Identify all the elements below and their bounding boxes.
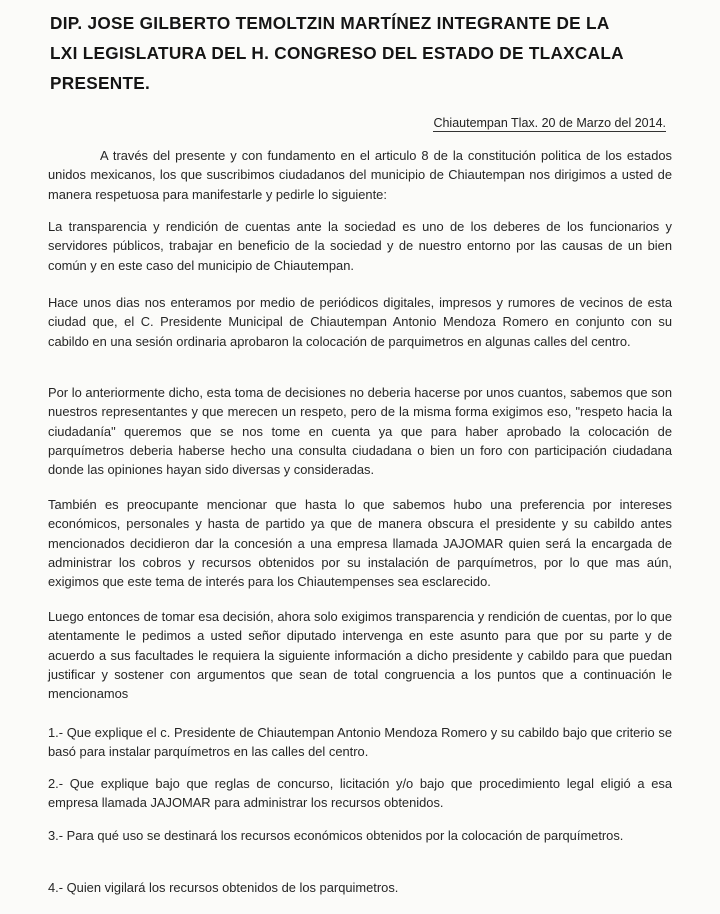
list-item-4: 4.- Quien vigilará los recursos obtenidos de los parquimetros.: [48, 880, 399, 895]
list-item-3: 3.- Para qué uso se destinará los recursos económicos obtenidos por la colocación de parquímetros.: [48, 828, 624, 843]
dateline: [433, 116, 666, 130]
header-presente-line: PRESENTE.: [50, 73, 151, 93]
header-recipient-line: DIP. JOSE GILBERTO TEMOLTZIN MARTÍNEZ INTEGRANTE DE LA: [50, 13, 610, 33]
list-item-1: 1.- Que explique el c. Presidente de Chiautempan Antonio Mendoza Romero y su cabildo bajo que criterio se basó para instalar parquímetros en las calles del centro.: [48, 725, 672, 760]
list-item-2: 2.- Que explique bajo que reglas de concurso, licitación y/o bajo que procedimiento legal eligió a esa empresa llamada JAJOMAR para administrar los recursos obtenidos.: [48, 776, 672, 811]
place-and-date: Chiautempan Tlax. 20 de Marzo del 2014.: [433, 116, 666, 130]
header-legislature-line: LXI LEGISLATURA DEL H. CONGRESO DEL ESTADO DE TLAXCALA: [50, 43, 624, 63]
paragraph-request: Luego entonces de tomar esa decisión, ahora solo exigimos transparencia y rendición de cuentas, por lo que atentamente le pedimos a usted señor diputado intervenga en este asunto para que por su parte y de acuerdo a sus facultades le requiera la siguiente información a dicho presidente y cabildo para que puedan justificar y sostener con argumentos que sean de total congruencia a los puntos que a continuación le mencionamos: [48, 609, 672, 702]
paragraph-transparency: La transparencia y rendición de cuentas ante la sociedad es uno de los deberes de los funcionarios y servidores públicos, trabajar en beneficio de la sociedad y de nuestro entorno por las causas de un bien común y en este caso del municipio de Chiautempan.: [48, 219, 672, 273]
paragraph-news: Hace unos dias nos enteramos por medio de periódicos digitales, impresos y rumores de vecinos de esta ciudad que, el C. Presidente Municipal de Chiautempan Antonio Mendoza Romero en conjunto con su cabildo en una sesión ordinaria aprobaron la colocación de parquimetros en algunas calles del centro.: [48, 295, 672, 349]
paragraph-concern: También es preocupante mencionar que hasta lo que sabemos hubo una preferencia por intereses económicos, personales y hasta de partido ya que de manera obscura el presidente y su cabildo antes mencionados decidieron dar la concesión a una empresa llamada JAJOMAR quien será la encargada de administrar los cobros y recursos obtenidos por su instalación de parquímetros, por lo que mas aún, exigimos que este tema de interés para los Chiautempenses sea esclarecido.: [48, 497, 672, 590]
letter-header: [50, 8, 690, 98]
paragraph-intro: A través del presente y con fundamento en el articulo 8 de la constitución politica de los estados unidos mexicanos, los que suscribimos ciudadanos del municipio de Chiautempan nos dirigimos a usted de manera respetuosa para manifestarle y pedirle lo siguiente:: [48, 148, 672, 202]
paragraph-respect: Por lo anteriormente dicho, esta toma de decisiones no deberia hacerse por unos cuantos, sabemos que son nuestros representantes y que merecen un respeto, pero de la misma forma exigimos eso, "respeto hacia la ciudadanía" queremos que se nos tome en cuenta ya que para haber aprobado la colocación de parquímetros deberia haberse hecho una consulta ciudadana o bien un foro con participación ciudadana donde las opiniones hayan sido diversas y consideradas.: [48, 385, 672, 478]
